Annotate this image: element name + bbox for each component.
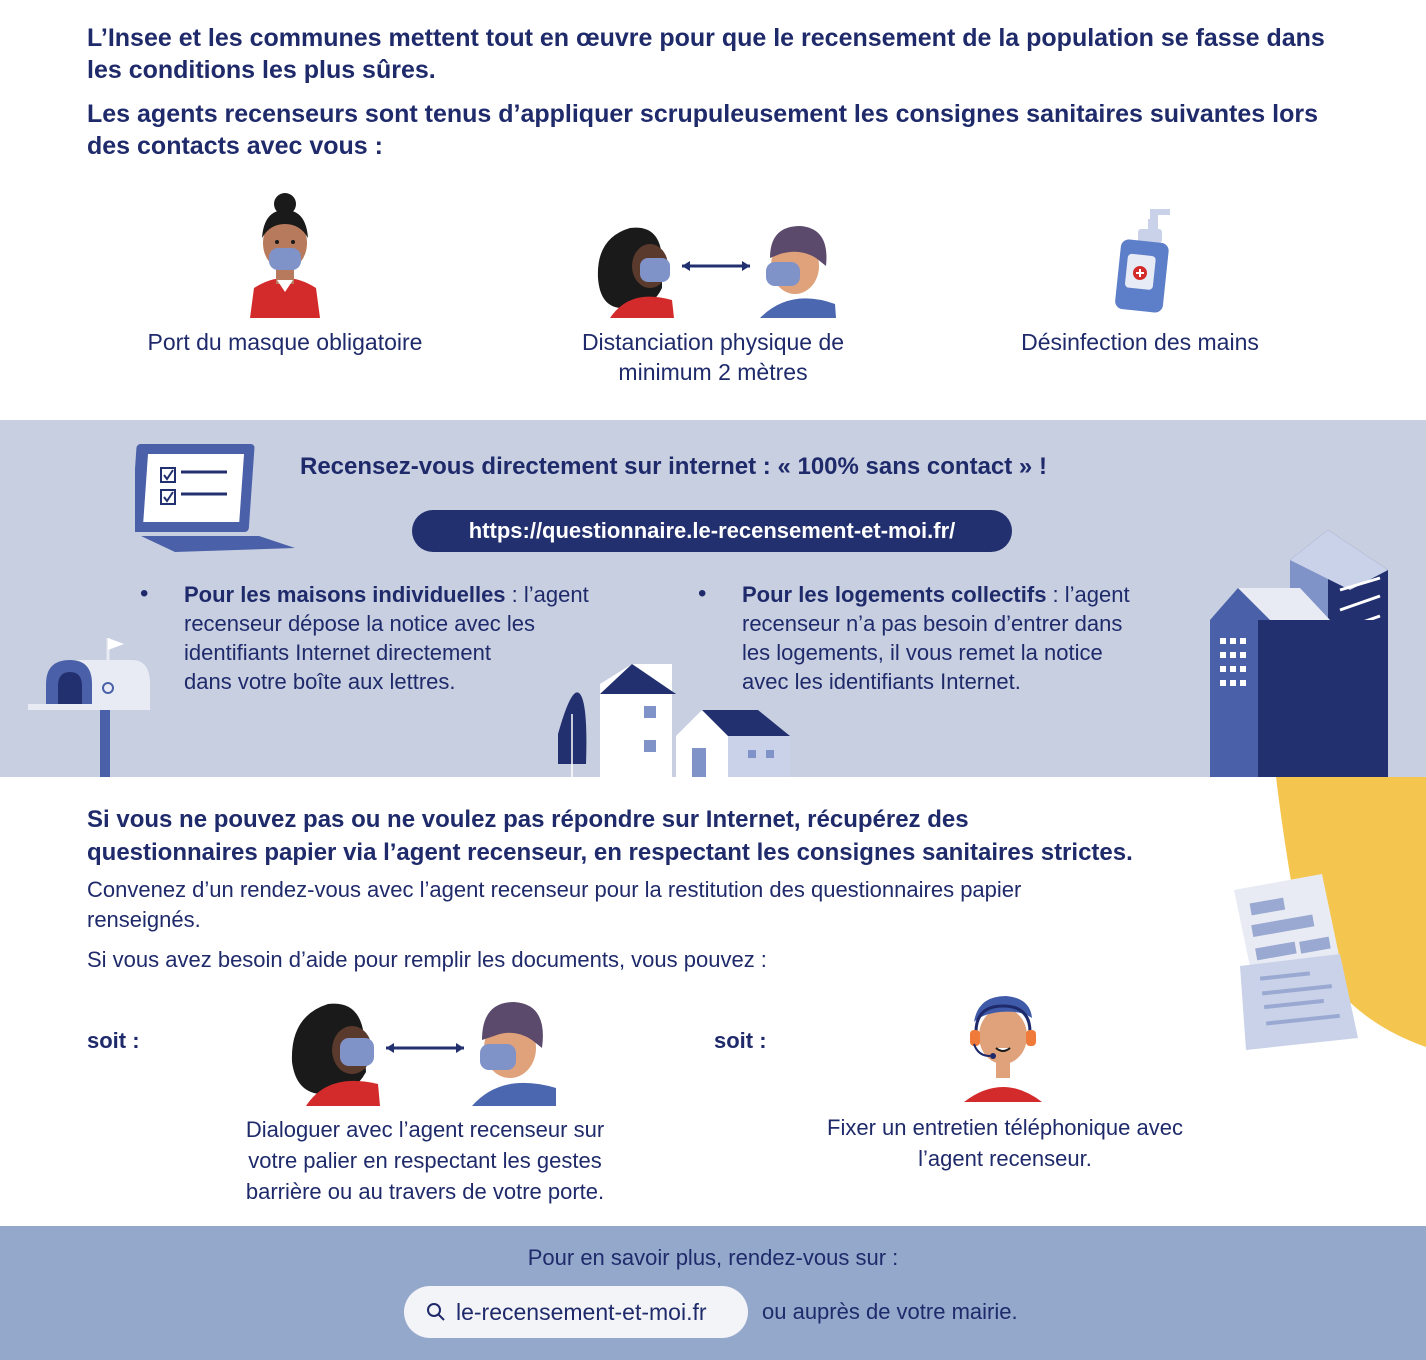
papier-rdv-l1: Convenez d’un rendez-vous avec l’agent recenseur pour la restitution des questionnaires papier	[87, 877, 1022, 902]
site-link[interactable]: le-recensement-et-moi.fr	[456, 1298, 707, 1325]
papier-title-l1: Si vous ne pouvez pas ou ne voulez pas répondre sur Internet, récupérez des	[87, 806, 969, 833]
option-telephone-l2: l’agent recenseur.	[918, 1146, 1092, 1171]
consigne-distanciation	[530, 327, 896, 387]
option-dialoguer-l1: Dialoguer avec l’agent recenseur sur	[245, 1117, 605, 1142]
questionnaire-link[interactable]: https://questionnaire.le-recensement-et-moi.fr/	[412, 510, 1012, 552]
consigne-distanciation-l2: minimum 2 mètres	[618, 359, 808, 385]
soit-right: soit :	[714, 1028, 767, 1053]
masked-woman-icon	[240, 188, 330, 318]
bullet-maisons-rest: : l’agent	[505, 582, 589, 607]
mailbox-icon	[26, 636, 152, 777]
bullet-maisons-bold: Pour les maisons individuelles	[184, 582, 506, 607]
site-search-pill[interactable]	[404, 1286, 748, 1338]
papier-title-l2: questionnaires papier via l’agent recenseur, en respectant les consignes sanitaires strictes.	[87, 839, 1133, 866]
papier-aide: Si vous avez besoin d’aide pour remplir les documents, vous pouvez :	[87, 947, 767, 972]
bullet-logements-l2: recenseur n’a pas besoin d’entrer dans	[742, 611, 1123, 636]
bullet-logements	[742, 580, 1202, 696]
intro-line-2: Les agents recenseurs sont tenus d’appliquer scrupuleusement les consignes sanitaires suivantes lors des contacts avec vous :	[87, 100, 1318, 160]
footer-savoir-plus: Pour en savoir plus, rendez-vous sur :	[527, 1245, 899, 1270]
buildings-icon	[1210, 530, 1392, 777]
laptop-icon	[135, 440, 297, 555]
paper-questionnaire-icon	[1230, 874, 1362, 1054]
papier-title	[87, 803, 1287, 869]
distancing-icon	[590, 218, 840, 318]
bullet-maisons-l2: recenseur dépose la notice avec les	[184, 611, 535, 636]
soit-left: soit :	[87, 1028, 140, 1053]
hand-sanitizer-icon	[1112, 205, 1176, 315]
option-dialoguer-l2: votre palier en respectant les gestes	[248, 1148, 602, 1173]
houses-icon	[552, 664, 792, 777]
search-icon	[426, 1302, 446, 1322]
bullet-logements-l3: les logements, il vous remet la notice	[742, 640, 1103, 665]
intro-text	[87, 22, 1347, 162]
consigne-desinfection: Désinfection des mains	[1021, 329, 1259, 355]
bullet-logements-rest: : l’agent	[1046, 582, 1130, 607]
option-dialoguer-l3: barrière ou au travers de votre porte.	[245, 1179, 605, 1204]
bullet-maisons-l3: identifiants Internet directement	[184, 640, 491, 665]
bullet-logements-l4: avec les identifiants Internet.	[742, 669, 1021, 694]
consigne-distanciation-l1: Distanciation physique de	[581, 329, 845, 355]
papier-rdv-l2: renseignés.	[87, 907, 201, 932]
consigne-masque: Port du masque obligatoire	[147, 329, 423, 355]
footer-mairie: ou auprès de votre mairie.	[762, 1299, 1018, 1324]
dialogue-icon	[288, 996, 560, 1106]
option-telephone	[770, 1112, 1240, 1174]
intro-line-1: L’Insee et les communes mettent tout en œuvre pour que le recensement de la population se fasse dans les conditions les plus sûres.	[87, 24, 1325, 84]
bullet-dot-logements: •	[698, 580, 707, 607]
bullet-maisons-l4: dans votre boîte aux lettres.	[184, 669, 456, 694]
phone-agent-icon	[960, 992, 1046, 1102]
option-dialoguer	[190, 1114, 660, 1207]
option-telephone-l1: Fixer un entretien téléphonique avec	[827, 1115, 1183, 1140]
papier-rdv	[87, 875, 1217, 935]
bullet-logements-bold: Pour les logements collectifs	[742, 582, 1047, 607]
bullet-dot-maisons: •	[140, 580, 149, 607]
internet-title: Recensez-vous directement sur internet : « 100% sans contact » !	[300, 453, 1047, 480]
